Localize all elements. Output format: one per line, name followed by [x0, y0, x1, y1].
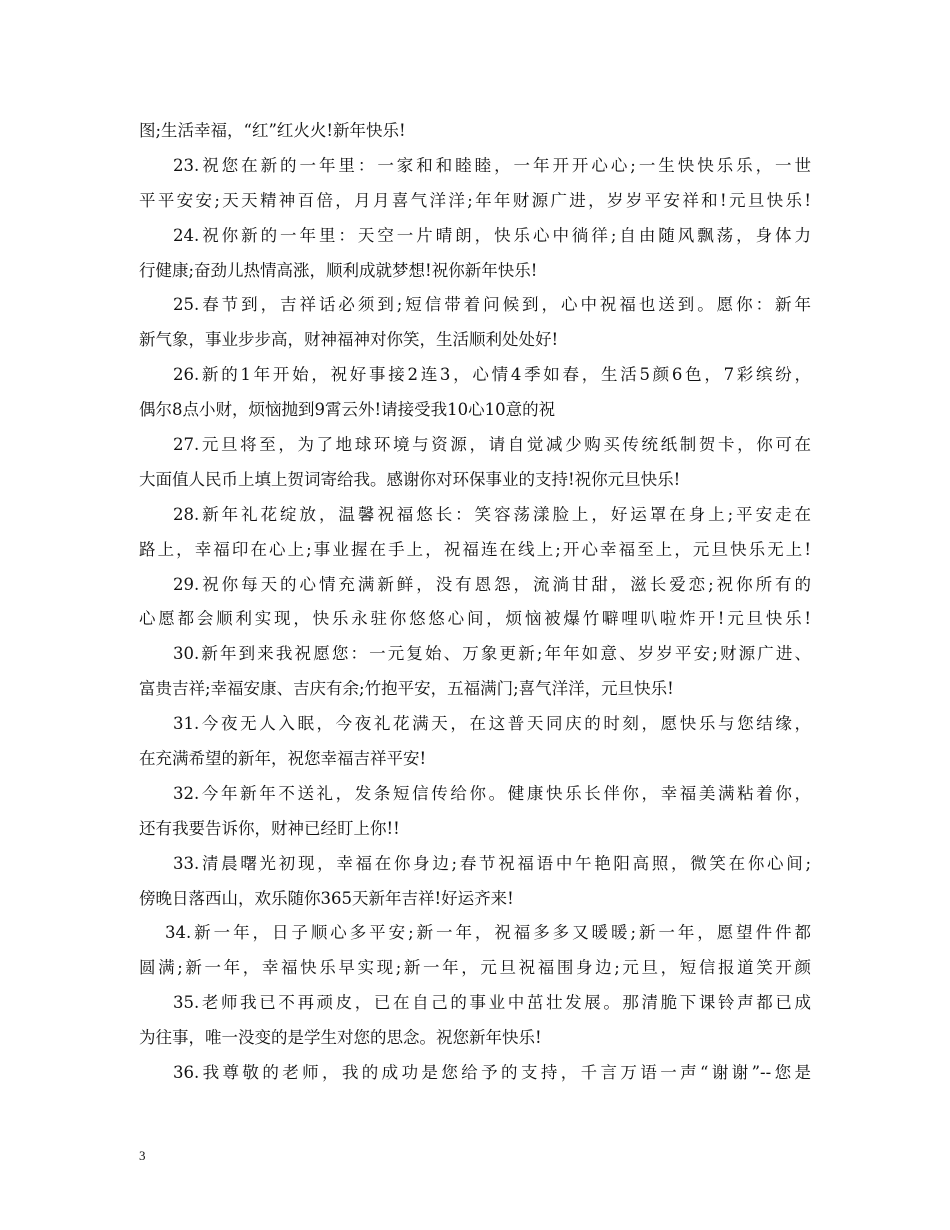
text-line: 34.新一年，日子顺心多平安;新一年，祝福多多又暖暖;新一年，愿望件件都 [165, 923, 811, 943]
text-line: 心愿都会顺利实现，快乐永驻你悠悠心间，烦恼被爆竹噼哩叭啦炸开!元旦快乐! [139, 609, 811, 629]
text-line: 还有我要告诉你，财神已经盯上你!! [139, 818, 400, 838]
text-line: 圆满;新一年，幸福快乐早实现;新一年，元旦祝福围身边;元旦，短信报道笑开颜 [139, 958, 811, 978]
text-line: 图;生活幸福，“红”红火火!新年快乐! [139, 121, 406, 140]
document-body [139, 114, 811, 1091]
text-line: 36.我尊敬的老师，我的成功是您给予的支持，千言万语一声“谢谢”--您是 [173, 1063, 811, 1083]
text-line: 31.今夜无人入眠，今夜礼花满天，在这普天同庆的时刻，愿快乐与您结缘， [173, 714, 811, 734]
text-line: 32.今年新年不送礼，发条短信传给你。健康快乐长伴你，幸福美满粘着你， [173, 783, 811, 803]
text-line: 30.新年到来我祝愿您：一元复始、万象更新;年年如意、岁岁平安;财源广进、 [173, 644, 811, 664]
text-line: 新气象，事业步步高，财神福神对你笑，生活顺利处处好! [139, 330, 559, 350]
text-line: 26.新的1年开始，祝好事接2连3，心情4季如春，生活5颜6色，7彩缤纷， [173, 365, 811, 385]
page-number: 3 [139, 1148, 146, 1163]
text-line: 28.新年礼花绽放，温馨祝福悠长：笑容荡漾脸上，好运罩在身上;平安走在 [173, 504, 811, 524]
text-line: 25.春节到，吉祥话必须到;短信带着问候到，心中祝福也送到。愿你：新年 [173, 295, 811, 315]
text-line: 在充满希望的新年，祝您幸福吉祥平安! [139, 749, 427, 769]
text-line: 29.祝你每天的心情充满新鲜，没有恩怨，流淌甘甜，滋长爱恋;祝你所有的 [173, 574, 811, 594]
text-line: 行健康;奋劲儿热情高涨，顺利成就梦想!祝你新年快乐! [139, 260, 538, 280]
text-line: 偶尔8点小财，烦恼抛到9霄云外!请接受我10心10意的祝 [139, 400, 556, 420]
text-line: 富贵吉祥;幸福安康、吉庆有余;竹抱平安，五福满门;喜气洋洋，元旦快乐! [139, 679, 674, 699]
text-line: 路上，幸福印在心上;事业握在手上，祝福连在线上;开心幸福至上，元旦快乐无上! [139, 539, 811, 559]
text-line: 平平安安;天天精神百倍，月月喜气洋洋;年年财源广进，岁岁平安祥和!元旦快乐! [139, 190, 811, 210]
text-line: 27.元旦将至，为了地球环境与资源，请自觉减少购买传统纸制贺卡，你可在 [173, 435, 811, 455]
text-line: 23.祝您在新的一年里：一家和和睦睦，一年开开心心;一生快快乐乐，一世 [173, 155, 811, 175]
text-line: 24.祝你新的一年里：天空一片晴朗，快乐心中徜徉;自由随风飘荡，身体力 [173, 225, 811, 245]
text-line: 为往事，唯一没变的是学生对您的思念。祝您新年快乐! [139, 1028, 542, 1048]
text-line: 大面值人民币上填上贺词寄给我。感谢你对环保事业的支持!祝你元旦快乐! [139, 469, 681, 489]
text-line: 傍晚日落西山，欢乐随你365天新年吉祥!好运齐来! [139, 888, 514, 908]
text-line: 33.清晨曙光初现，幸福在你身边;春节祝福语中午艳阳高照，微笑在你心间; [173, 853, 811, 873]
text-line: 35.老师我已不再顽皮，已在自己的事业中茁壮发展。那清脆下课铃声都已成 [173, 993, 811, 1013]
